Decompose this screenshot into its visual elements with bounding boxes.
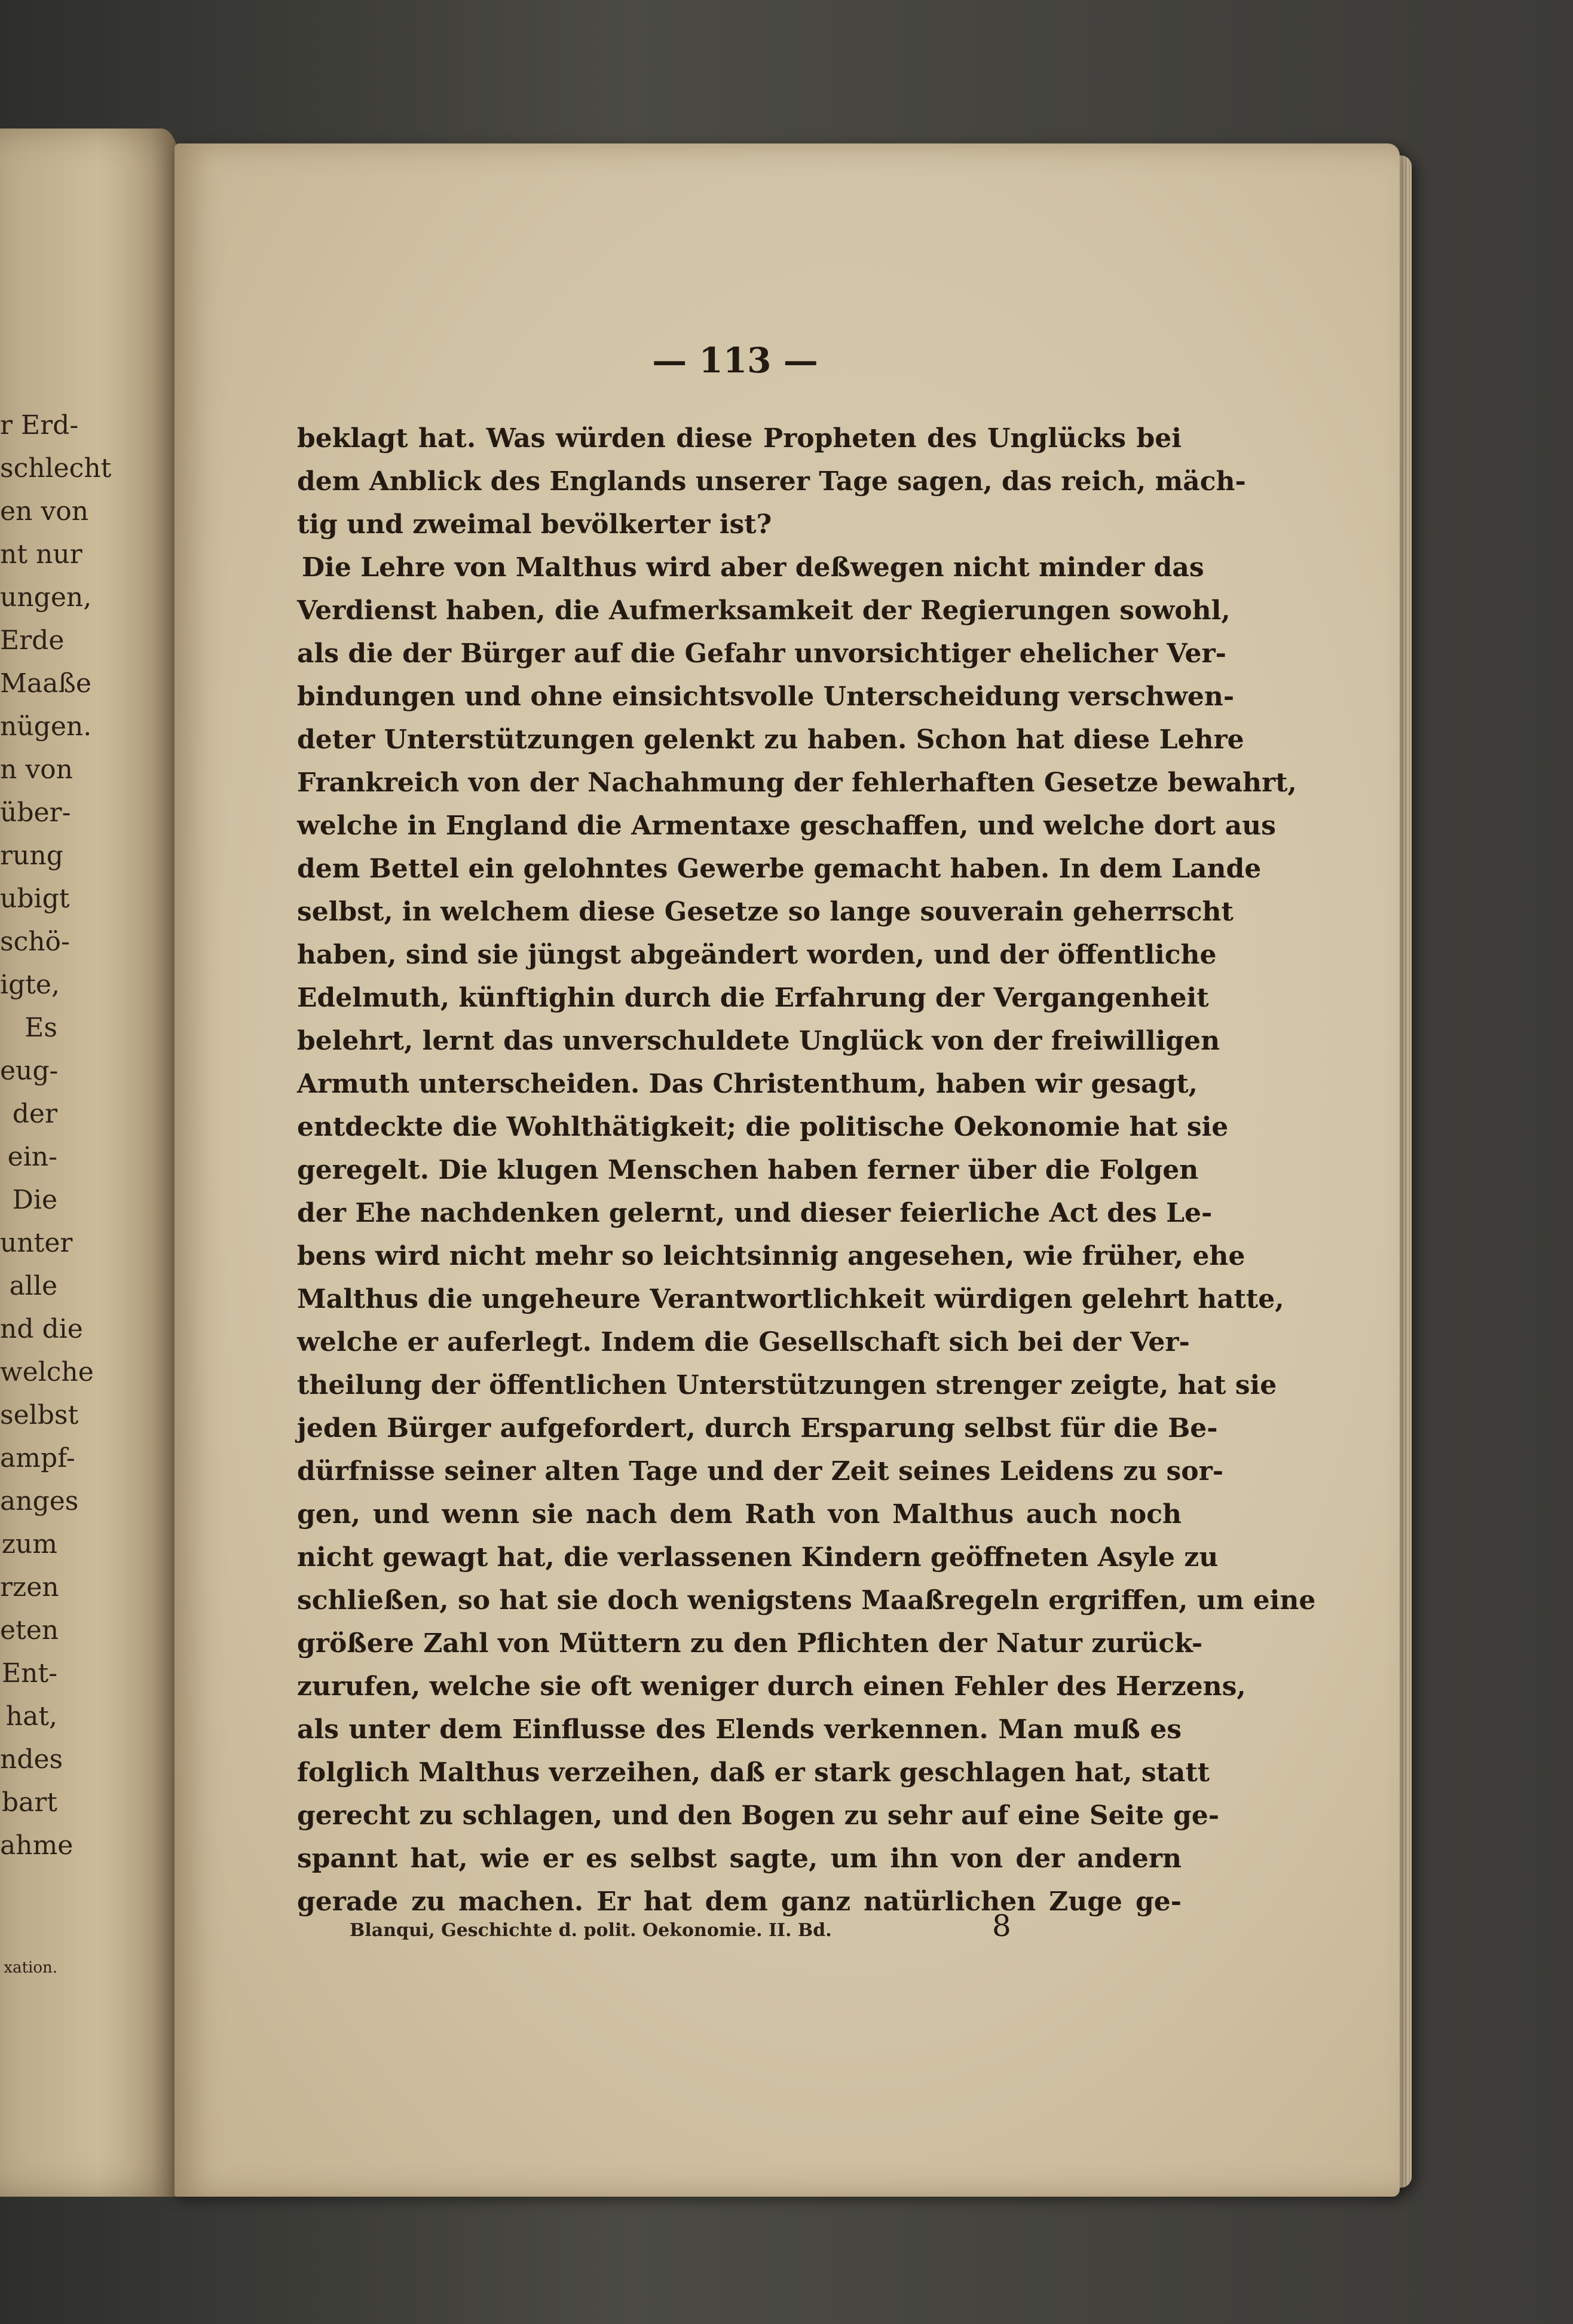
text-line: theilung der öffentlichen Unterstützungen strenger zeigte, hat sie [297, 1370, 1277, 1400]
left-line: eug- [0, 1056, 59, 1086]
text-line: beklagt hat. Was würden diese Propheten des Unglücks bei [297, 423, 1182, 454]
left-line: Maaße [0, 668, 91, 699]
signature-mark: 8 [992, 1909, 1011, 1943]
left-line: rzen [0, 1572, 59, 1603]
text-line: nicht gewagt hat, die verlassenen Kindern geöffneten Asyle zu [297, 1542, 1219, 1573]
left-line: hat, [5, 1701, 57, 1732]
left-line: eten [0, 1615, 59, 1646]
left-line: schlecht [0, 453, 112, 484]
left-line: rung [0, 840, 63, 871]
text-line: bens wird nicht mehr so leichtsinnig angesehen, wie früher, ehe [297, 1241, 1245, 1271]
text-line: spannt hat, wie er es selbst sagte, um ihn von der andern [297, 1843, 1182, 1874]
left-line: ubigt [0, 883, 70, 914]
left-line: Erde [0, 625, 65, 656]
text-line: selbst, in welchem diese Gesetze so lange souverain geherrscht [297, 897, 1234, 927]
text-line: Die Lehre von Malthus wird aber deßwegen nicht minder das [302, 552, 1204, 583]
left-line: selbst [0, 1400, 79, 1430]
left-line: Die [12, 1185, 57, 1215]
text-line: dem Bettel ein gelohntes Gewerbe gemacht haben. In dem Lande [297, 854, 1262, 884]
text-line: Frankreich von der Nachahmung der fehlerhaften Gesetze bewahrt, [297, 767, 1297, 798]
text-line: dürfnisse seiner alten Tage und der Zeit seines Leidens zu sor- [297, 1456, 1224, 1487]
text-line: Malthus die ungeheure Verantwortlichkeit würdigen gelehrt hatte, [297, 1284, 1284, 1314]
text-line: geregelt. Die klugen Menschen haben ferner über die Folgen [297, 1155, 1199, 1185]
text-line: Verdienst haben, die Aufmerksamkeit der Regierungen sowohl, [297, 595, 1231, 626]
left-line: igte, [0, 970, 60, 1000]
text-line: Armuth unterscheiden. Das Christenthum, haben wir gesagt, [297, 1069, 1198, 1099]
text-line: als die der Bürger auf die Gefahr unvorsichtiger ehelicher Ver- [297, 638, 1226, 669]
text-line: gerecht zu schlagen, und den Bogen zu sehr auf eine Seite ge- [297, 1800, 1220, 1831]
text-line: gen, und wenn sie nach dem Rath von Malthus auch noch [297, 1499, 1182, 1530]
left-line: bart [1, 1787, 57, 1818]
left-line: unter [0, 1228, 73, 1258]
left-line: nd die [0, 1314, 83, 1344]
left-line: r Erd- [0, 410, 79, 441]
text-line: welche er auferlegt. Indem die Gesellschaft sich bei der Ver- [297, 1327, 1190, 1357]
text-line: größere Zahl von Müttern zu den Pflichten der Natur zurück- [297, 1628, 1203, 1659]
text-line: haben, sind sie jüngst abgeändert worden, und der öffentliche [297, 940, 1217, 970]
left-line: alle [9, 1271, 57, 1301]
text-line: entdeckte die Wohlthätigkeit; die politische Oekonomie hat sie [297, 1112, 1229, 1142]
text-line: Edelmuth, künftighin durch die Erfahrung der Vergangenheit [297, 983, 1209, 1013]
text-line: bindungen und ohne einsichtsvolle Unterscheidung verschwen- [297, 681, 1235, 712]
left-line: Ent- [1, 1658, 57, 1689]
text-line: folglich Malthus verzeihen, daß er stark geschlagen hat, statt [297, 1757, 1210, 1788]
left-line: ampf- [0, 1443, 75, 1473]
text-line: dem Anblick des Englands unserer Tage sagen, das reich, mäch- [297, 466, 1246, 497]
text-line: der Ehe nachdenken gelernt, und dieser feierliche Act des Le- [297, 1198, 1213, 1228]
page-number: — 113 — [652, 340, 818, 381]
left-line: ein- [7, 1142, 57, 1172]
left-line: nügen. [0, 711, 92, 742]
left-line: en von [0, 496, 89, 527]
text-line: belehrt, lernt das unverschuldete Unglück von der freiwilligen [297, 1026, 1220, 1056]
left-line: Es [25, 1013, 57, 1043]
left-line: ungen, [0, 582, 92, 613]
left-line: anges [0, 1486, 79, 1516]
left-line: zum [1, 1529, 57, 1559]
left-line: ndes [0, 1744, 63, 1775]
text-line: welche in England die Armentaxe geschaffen, und welche dort aus [297, 811, 1276, 841]
text-line: als unter dem Einflusse des Elends verkennen. Man muß es [297, 1714, 1182, 1745]
left-line: über- [0, 797, 71, 828]
text-line: zurufen, welche sie oft weniger durch einen Fehler des Herzens, [297, 1671, 1246, 1702]
left-line: der [12, 1099, 57, 1129]
left-line: ahme [0, 1830, 74, 1861]
left-line: schö- [0, 926, 70, 957]
left-line: n von [0, 754, 74, 785]
text-line: deter Unterstützungen gelenkt zu haben. Schon hat diese Lehre [297, 724, 1244, 755]
left-line: welche [0, 1357, 94, 1387]
footer-title: Blanqui, Geschichte d. polit. Oekonomie. II. Bd. [350, 1920, 832, 1941]
text-line: schließen, so hat sie doch wenigstens Maaßregeln ergriffen, um eine [297, 1585, 1316, 1616]
left-line: nt nur [0, 539, 82, 570]
text-line: jeden Bürger aufgefordert, durch Ersparung selbst für die Be- [297, 1413, 1218, 1444]
left-page-footer-fragment: xation. [4, 1959, 57, 1977]
text-line: gerade zu machen. Er hat dem ganz natürlichen Zuge ge- [297, 1886, 1182, 1917]
text-line: tig und zweimal bevölkerter ist? [297, 509, 772, 540]
